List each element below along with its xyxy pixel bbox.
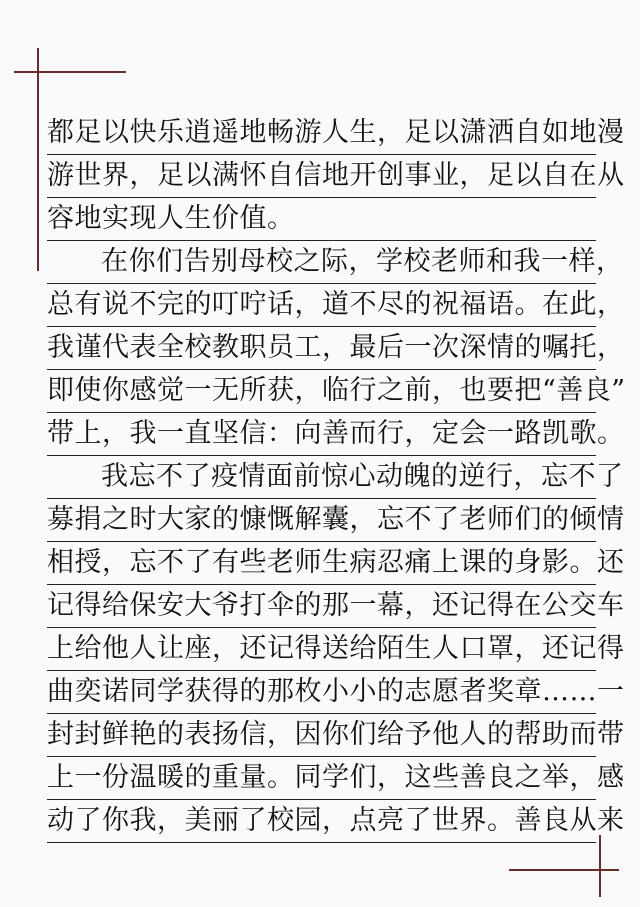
text-line-content: 记得给保安大爷打伞的那一幕，还记得在公交车	[47, 590, 625, 621]
text-line	[47, 715, 625, 757]
text-line	[47, 242, 624, 284]
text-line	[47, 328, 625, 370]
text-line-content: 募捐之时大家的慷慨解囊，忘不了老师们的倾情	[47, 504, 625, 535]
text-line-content: 总有说不完的叮咛话，道不尽的祝福语。在此，	[47, 289, 625, 320]
text-line-content: 相授，忘不了有些老师生病忍痛上课的身影。还	[47, 547, 625, 578]
text-line-content: 我忘不了疫情面前惊心动魄的逆行，忘不了	[101, 461, 624, 492]
text-line	[47, 629, 625, 671]
text-line	[47, 414, 625, 456]
text-line	[47, 801, 625, 843]
text-line-content: 带上，我一直坚信：向善而行，定会一路凯歌。	[47, 418, 625, 449]
text-line-content: 游世界，足以满怀自信地开创事业，足以自在从	[47, 160, 625, 191]
text-line-content: 上一份温暖的重量。同学们，这些善良之举，感	[47, 762, 625, 793]
text-line-content: 即使你感觉一无所获，临行之前，也要把“善良”	[47, 375, 626, 406]
text-line-content: 都足以快乐逍遥地畅游人生，足以潇洒自如地漫	[47, 117, 625, 148]
text-line	[47, 156, 625, 198]
text-line	[47, 457, 624, 499]
text-line-content: 上给他人让座，还记得送给陌生人口罩，还记得	[47, 633, 625, 664]
text-line	[47, 371, 626, 413]
text-line	[47, 543, 625, 585]
text-line-content: 我谨代表全校教职员工，最后一次深情的嘱托，	[47, 332, 625, 363]
text-line	[47, 199, 596, 241]
text-line	[47, 285, 625, 327]
text-line	[47, 586, 625, 628]
text-line	[47, 113, 625, 155]
text-line-content: 封封鲜艳的表扬信，因你们给予他人的帮助而带	[47, 719, 625, 750]
text-line	[47, 758, 625, 800]
text-line	[47, 500, 625, 542]
text-line-content: 容地实现人生价值。	[47, 203, 295, 234]
text-line-content: 在你们告别母校之际，学校老师和我一样，	[101, 246, 624, 277]
text-line-content: 曲奕诺同学获得的那枚小小的志愿者奖章……一	[47, 676, 625, 707]
text-line	[47, 672, 625, 714]
text-line-content: 动了你我，美丽了校园，点亮了世界。善良从来	[47, 805, 625, 836]
